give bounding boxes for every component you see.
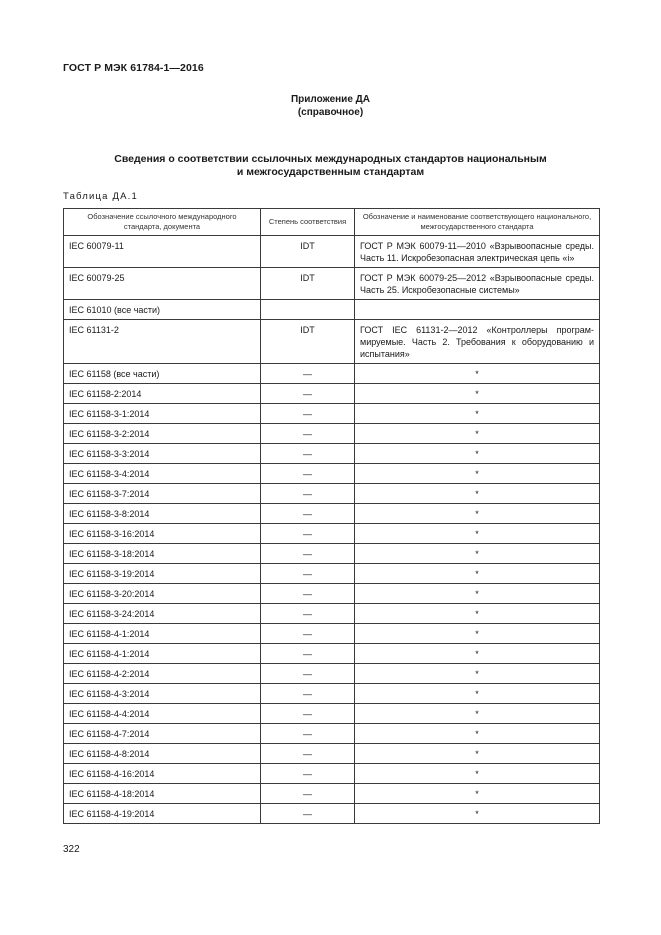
cell-ref-standard: IEC 61158-4-4:2014 [64, 704, 261, 724]
cell-national-standard: * [355, 764, 600, 784]
page-number: 322 [63, 844, 80, 855]
cell-national-standard: * [355, 364, 600, 384]
cell-degree: — [261, 564, 355, 584]
cell-degree: — [261, 544, 355, 564]
cell-national-standard: * [355, 484, 600, 504]
cell-ref-standard: IEC 61131-2 [64, 320, 261, 364]
cell-degree: — [261, 484, 355, 504]
cell-degree: — [261, 664, 355, 684]
cell-national-standard: * [355, 424, 600, 444]
cell-national-standard: * [355, 524, 600, 544]
cell-degree: IDT [261, 236, 355, 268]
header-degree: Степень соответствия [261, 209, 355, 236]
cell-ref-standard: IEC 61158-2:2014 [64, 384, 261, 404]
cell-degree: — [261, 724, 355, 744]
cell-degree: — [261, 604, 355, 624]
section-title-line-1: Сведения о соответствии ссылочных международных стандартов национальным [114, 153, 547, 165]
table-row [64, 544, 600, 564]
cell-ref-standard: IEC 61158-3-7:2014 [64, 484, 261, 504]
table-row [64, 684, 600, 704]
cell-national-standard: * [355, 544, 600, 564]
cell-degree: — [261, 584, 355, 604]
table-row [64, 236, 600, 268]
cell-degree: — [261, 404, 355, 424]
cell-degree: — [261, 644, 355, 664]
cell-degree: — [261, 364, 355, 384]
table-row [64, 744, 600, 764]
cell-degree: — [261, 424, 355, 444]
cell-ref-standard: IEC 61158-3-16:2014 [64, 524, 261, 544]
table-row [64, 320, 600, 364]
cell-degree: — [261, 804, 355, 824]
cell-ref-standard: IEC 60079-25 [64, 268, 261, 300]
cell-degree: — [261, 704, 355, 724]
cell-national-standard: * [355, 444, 600, 464]
table-row [64, 524, 600, 544]
cell-ref-standard: IEC 61158-3-8:2014 [64, 504, 261, 524]
table-row [64, 268, 600, 300]
cell-national-standard: * [355, 384, 600, 404]
appendix-title: Приложение ДА [290, 94, 371, 105]
cell-national-standard: * [355, 664, 600, 684]
cell-ref-standard: IEC 61158-4-16:2014 [64, 764, 261, 784]
cell-national-standard: * [355, 684, 600, 704]
cell-national-standard: ГОСТ Р МЭК 60079-11—2010 «Взрывоопасные среды. Часть 11. Искробезопасная электрическая цепь «i» [355, 236, 600, 268]
cell-ref-standard: IEC 61158-4-2:2014 [64, 664, 261, 684]
table-row [64, 804, 600, 824]
cell-degree: — [261, 524, 355, 544]
cell-ref-standard: IEC 61010 (все части) [64, 300, 261, 320]
header-ref-standard: Обозначение ссылочного международного стандарта, документа [64, 209, 261, 236]
cell-national-standard: * [355, 584, 600, 604]
cell-national-standard: * [355, 704, 600, 724]
cell-national-standard [355, 300, 600, 320]
cell-national-standard: * [355, 644, 600, 664]
cell-ref-standard: IEC 61158-3-19:2014 [64, 564, 261, 584]
table-row [64, 784, 600, 804]
table-row [64, 564, 600, 584]
table-row [64, 584, 600, 604]
appendix-subtitle: (справочное) [297, 107, 364, 118]
table-header-row [64, 209, 600, 236]
cell-degree: — [261, 444, 355, 464]
cell-national-standard: * [355, 564, 600, 584]
section-title-line-2: и межгосударственным стандартам [236, 166, 425, 178]
cell-degree: — [261, 784, 355, 804]
table-row [64, 464, 600, 484]
table-row [64, 724, 600, 744]
cell-ref-standard: IEC 61158-4-19:2014 [64, 804, 261, 824]
cell-ref-standard: IEC 61158 (все части) [64, 364, 261, 384]
table-caption: Таблица ДА.1 [63, 191, 138, 202]
cell-ref-standard: IEC 61158-4-1:2014 [64, 624, 261, 644]
cell-ref-standard: IEC 61158-3-24:2014 [64, 604, 261, 624]
cell-ref-standard: IEC 61158-4-8:2014 [64, 744, 261, 764]
cell-ref-standard: IEC 61158-3-1:2014 [64, 404, 261, 424]
cell-degree: — [261, 764, 355, 784]
cell-ref-standard: IEC 61158-4-3:2014 [64, 684, 261, 704]
table-body [64, 236, 600, 824]
cell-national-standard: * [355, 744, 600, 764]
cell-degree: — [261, 504, 355, 524]
cell-national-standard: * [355, 784, 600, 804]
appendix-heading [0, 93, 661, 119]
cell-national-standard: ГОСТ IEC 61131-2—2012 «Контроллеры програм-мируемые. Часть 2. Требования к оборудованию и испытания» [355, 320, 600, 364]
table-row [64, 424, 600, 444]
cell-national-standard: * [355, 624, 600, 644]
table-row [64, 604, 600, 624]
cell-ref-standard: IEC 61158-3-2:2014 [64, 424, 261, 444]
cell-ref-standard: IEC 60079-11 [64, 236, 261, 268]
cell-degree [261, 300, 355, 320]
cell-national-standard: * [355, 604, 600, 624]
table-row [64, 704, 600, 724]
table-row [64, 504, 600, 524]
section-title [0, 153, 661, 179]
cell-ref-standard: IEC 61158-4-1:2014 [64, 644, 261, 664]
table-row [64, 624, 600, 644]
cell-degree: — [261, 624, 355, 644]
cell-degree: — [261, 464, 355, 484]
cell-degree: — [261, 384, 355, 404]
document-code: ГОСТ Р МЭК 61784-1—2016 [63, 62, 204, 74]
table-row [64, 764, 600, 784]
cell-degree: — [261, 684, 355, 704]
table-row [64, 664, 600, 684]
cell-degree: IDT [261, 320, 355, 364]
table-row [64, 364, 600, 384]
cell-national-standard: * [355, 404, 600, 424]
cell-ref-standard: IEC 61158-4-18:2014 [64, 784, 261, 804]
table-row [64, 484, 600, 504]
table-row [64, 444, 600, 464]
table-row [64, 404, 600, 424]
cell-degree: — [261, 744, 355, 764]
cell-national-standard: * [355, 804, 600, 824]
cell-national-standard: ГОСТ Р МЭК 60079-25—2012 «Взрывоопасные среды. Часть 25. Искробезопасные системы» [355, 268, 600, 300]
cell-ref-standard: IEC 61158-3-18:2014 [64, 544, 261, 564]
cell-national-standard: * [355, 464, 600, 484]
cell-national-standard: * [355, 724, 600, 744]
table-row [64, 644, 600, 664]
cell-ref-standard: IEC 61158-3-4:2014 [64, 464, 261, 484]
table-row [64, 300, 600, 320]
cell-ref-standard: IEC 61158-4-7:2014 [64, 724, 261, 744]
cell-ref-standard: IEC 61158-3-20:2014 [64, 584, 261, 604]
cell-national-standard: * [355, 504, 600, 524]
table-row [64, 384, 600, 404]
cell-ref-standard: IEC 61158-3-3:2014 [64, 444, 261, 464]
correspondence-table [63, 208, 600, 824]
header-national-standard: Обозначение и наименование соответствующего национального, межгосударственного стандарта [355, 209, 600, 236]
cell-degree: IDT [261, 268, 355, 300]
